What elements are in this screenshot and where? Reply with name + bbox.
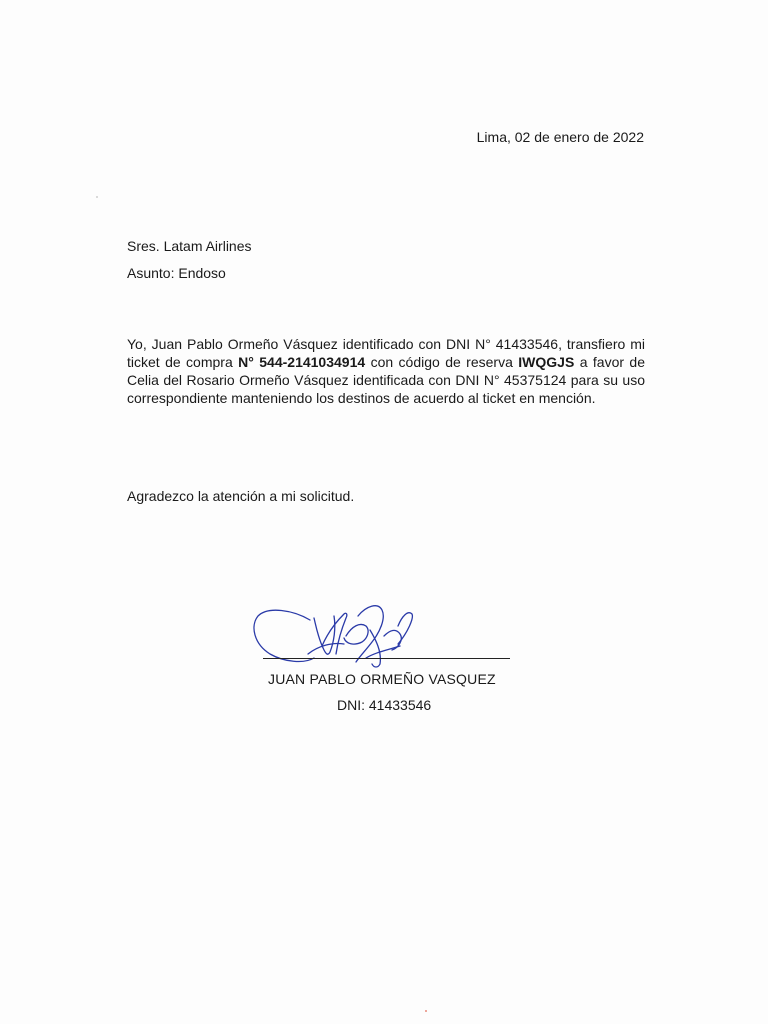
- signer-name: JUAN PABLO ORMEÑO VASQUEZ: [268, 671, 496, 687]
- handwritten-signature: [248, 596, 418, 672]
- letter-date: Lima, 02 de enero de 2022: [476, 129, 644, 145]
- scan-speck: [425, 1010, 427, 1012]
- body-text-part-1: Yo, Juan Pablo Ormeño Vásquez identificado con DNI N° 41433546, transfiero mi ticket de compra: [127, 336, 645, 370]
- recipient-block: [127, 233, 252, 287]
- signer-dni: DNI: 41433546: [337, 697, 432, 713]
- recipient-line: Sres. Latam Airlines: [127, 238, 252, 254]
- scan-speck: [96, 196, 98, 198]
- closing-line: Agradezco la atención a mi solicitud.: [127, 488, 355, 504]
- letter-body: [127, 335, 645, 407]
- signature-line: [263, 658, 510, 659]
- subject-line: Asunto: Endoso: [127, 265, 226, 281]
- body-text-part-2: con código de reserva: [365, 354, 519, 370]
- ticket-number: N° 544-2141034914: [238, 354, 366, 370]
- body-text-part-3: a favor de Celia del Rosario Ormeño Vásquez identificada con DNI N° 45375124 para su uso correspondiente manteniendo los destinos de acuerdo al ticket en mención.: [127, 354, 645, 406]
- reservation-code: IWQGJS: [518, 354, 575, 370]
